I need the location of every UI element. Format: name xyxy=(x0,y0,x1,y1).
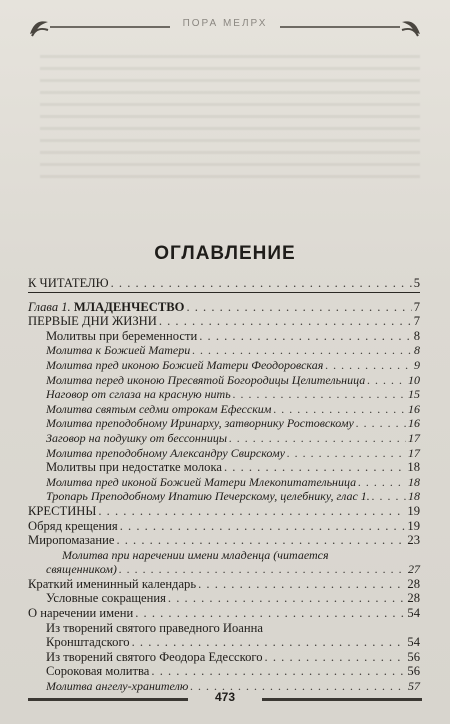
toc-entry xyxy=(28,635,420,650)
toc-entry-title: Из творений святого Феодора Едесского xyxy=(46,649,263,664)
toc-entry xyxy=(28,664,420,679)
toc-entry xyxy=(28,577,420,592)
toc-title: ОГЛАВЛЕНИЕ xyxy=(154,243,296,264)
toc-entry-page: 15 xyxy=(408,387,420,402)
flourish-right-icon xyxy=(400,16,422,38)
toc-entry-page: 10 xyxy=(408,372,420,387)
toc-entry-title: Молитва пред иконою Божией Матери Феодоровская xyxy=(46,357,324,372)
toc-entry xyxy=(28,650,420,665)
toc-entry xyxy=(28,460,420,475)
toc-entry-page: 16 xyxy=(408,401,420,416)
toc-entry-title: Наговор от сглаза на красную нить xyxy=(46,387,231,402)
toc-entry-page: 23 xyxy=(407,533,420,548)
toc-entry-page: 18 xyxy=(407,460,420,475)
divider-after-preface xyxy=(28,292,420,293)
toc-entry-page: 18 xyxy=(408,489,420,504)
toc-entry-title: Заговор на подушку от бессонницы xyxy=(46,430,227,445)
toc-entry-page: 56 xyxy=(407,649,420,664)
toc-entry-title: Тропарь Преподобному Ипатию Печерскому, целебнику, глас 1. xyxy=(46,489,370,504)
page-footer xyxy=(28,690,422,708)
toc-entry-page: 57 xyxy=(408,679,420,694)
toc-entry xyxy=(28,416,420,431)
toc-entry xyxy=(28,446,420,461)
toc-entry-title: О наречении имени xyxy=(28,606,134,621)
toc-entry xyxy=(28,276,420,291)
toc-entry-title: Молитва к Божией Матери xyxy=(46,343,191,358)
toc-entry xyxy=(28,504,420,519)
toc-entry-title: Миропомазание xyxy=(28,533,115,548)
toc-entry-title-line2: Кронштадского xyxy=(46,635,130,650)
toc-entry-title-line1: Молитва при наречении имени младенца (читается xyxy=(62,547,329,562)
toc-entry xyxy=(28,519,420,534)
header-rule-right xyxy=(280,26,400,28)
toc-chapter xyxy=(28,300,420,315)
toc-entry-title: Условные сокращения xyxy=(46,591,166,606)
toc-entry-page: 8 xyxy=(413,328,420,343)
toc-entry-title: К ЧИТАТЕЛЮ xyxy=(28,276,109,290)
toc-entry xyxy=(28,606,420,621)
toc-entry-page: 54 xyxy=(407,606,420,621)
toc-entry-title-line1: Из творений святого праведного Иоанна xyxy=(46,620,263,635)
toc-entry-page: 7 xyxy=(413,299,420,314)
running-title: ПОРА МЕЛРХ xyxy=(182,18,268,29)
toc-entry xyxy=(28,358,420,373)
toc-entry-title: ПЕРВЫЕ ДНИ ЖИЗНИ xyxy=(28,314,157,329)
toc-entry-title: Молитва перед иконою Пресвятой Богородицы Целительница xyxy=(46,372,366,387)
toc-entry-page: 28 xyxy=(407,591,420,606)
toc-entry-page: 7 xyxy=(413,314,420,329)
toc-entry-title: КРЕСТИНЫ xyxy=(28,503,97,518)
toc-entry xyxy=(28,533,420,548)
toc-entry xyxy=(28,591,420,606)
toc-entry-page: 18 xyxy=(408,474,420,489)
toc-entry-page: 17 xyxy=(408,445,420,460)
toc-entry xyxy=(28,373,420,388)
toc-entry-page: 54 xyxy=(407,635,420,650)
toc-entry-page: 17 xyxy=(408,430,420,445)
toc-entry xyxy=(28,402,420,417)
toc-entry-title: Сороковая молитва xyxy=(46,664,150,679)
toc-entry xyxy=(28,431,420,446)
toc-entry xyxy=(28,489,420,504)
header-rule-left xyxy=(50,26,170,28)
toc-entry xyxy=(28,475,420,490)
toc-entry-title: Молитва ангелу-хранителю xyxy=(46,679,189,694)
bleed-through-text xyxy=(40,55,420,185)
toc-entry-title-line2: священником) xyxy=(46,562,117,577)
toc-entry-page: 28 xyxy=(407,576,420,591)
footer-bar-left xyxy=(28,698,188,701)
chapter-label: Глава 1. xyxy=(28,299,71,314)
toc-entry xyxy=(28,314,420,329)
toc-entry-title: МЛАДЕНЧЕСТВО xyxy=(73,299,185,314)
toc-entry-title: Молитва пред иконой Божией Матери Млекопитательница xyxy=(46,474,357,489)
toc-entry-title: Обряд крещения xyxy=(28,518,118,533)
toc-entry-title: Молитва святым седми отрокам Ефесским xyxy=(46,401,272,416)
toc-entry xyxy=(28,343,420,358)
toc-entry-page: 9 xyxy=(414,357,420,372)
toc-entry xyxy=(28,387,420,402)
toc-entry-title: Молитвы при недостатке молока xyxy=(46,460,222,475)
page-number: 473 xyxy=(214,690,236,704)
toc-entry-page: 56 xyxy=(407,664,420,679)
toc-entry-title: Молитва преподобному Иринарху, затворнику Ростовскому xyxy=(46,416,354,431)
flourish-left-icon xyxy=(28,16,50,38)
toc-entry-page: 16 xyxy=(408,416,420,431)
running-header xyxy=(28,16,422,38)
toc-entry-page: 8 xyxy=(414,343,420,358)
toc-entry-page: 5 xyxy=(413,276,420,290)
toc-entry-title: Молитва преподобному Александру Свирскому xyxy=(46,445,285,460)
toc-entry-page: 19 xyxy=(407,518,420,533)
toc-entry-page: 27 xyxy=(408,562,420,577)
toc-entry xyxy=(28,329,420,344)
table-of-contents xyxy=(28,276,420,694)
footer-bar-right xyxy=(262,698,422,701)
toc-entry-page: 19 xyxy=(407,503,420,518)
toc-entry-title: Молитвы при беременности xyxy=(46,328,198,343)
toc-entry-title: Краткий именинный календарь xyxy=(28,576,197,591)
toc-entry xyxy=(28,562,420,577)
